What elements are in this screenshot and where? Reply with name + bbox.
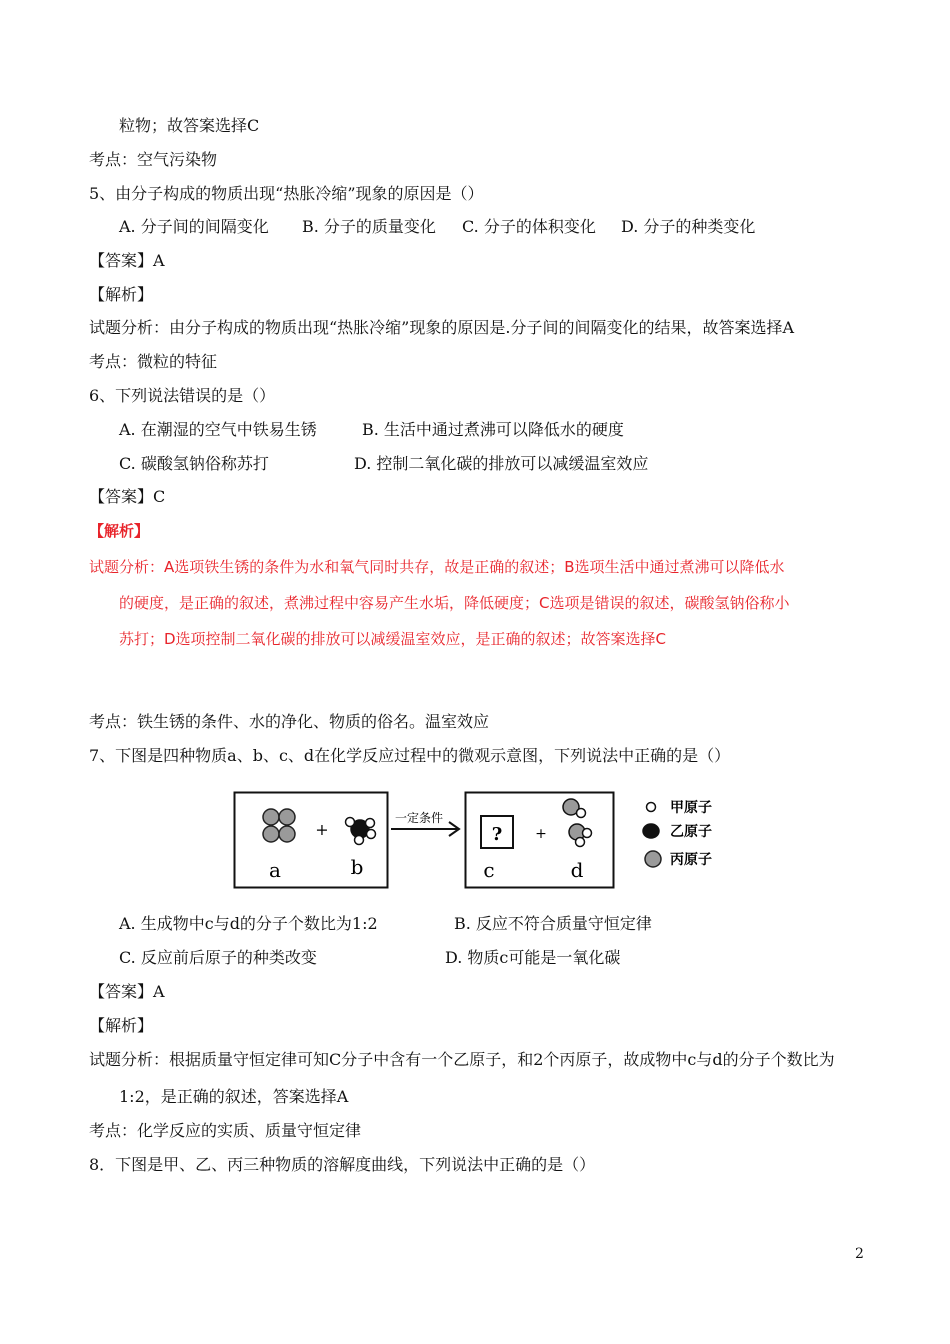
line-2: 考点：空气污染物: [89, 150, 218, 169]
q7-option-d: D. 物质c可能是一氧化碳: [445, 948, 621, 967]
q7-answer: 【答案】A: [89, 982, 165, 1001]
q6-analysis-line-3: 苏打；D选项控制二氧化碳的排放可以减缓温室效应，是正确的叙述；故答案选择C: [119, 630, 667, 648]
label-d: d: [570, 858, 584, 882]
q5-analysis-heading: 【解析】: [89, 285, 154, 304]
q6-option-a: A. 在潮湿的空气中铁易生锈: [119, 420, 317, 439]
q5-option-c: C. 分子的体积变化: [462, 217, 596, 236]
q7-key-point: 考点：化学反应的实质、质量守恒定律: [89, 1121, 362, 1140]
q5-option-b: B. 分子的质量变化: [302, 217, 436, 236]
plus-sign-right: +: [535, 826, 547, 842]
legend-bing-atom-icon: [645, 851, 661, 867]
label-c: c: [483, 858, 495, 882]
legend-yi-atom-icon: [643, 824, 659, 838]
q6-key-point: 考点：铁生锈的条件、水的净化、物质的俗名。温室效应: [89, 712, 490, 731]
molecule-b: [346, 818, 376, 845]
legend-yi-atom-label: 乙原子: [670, 824, 712, 840]
q7-analysis-line-2: 1:2，是正确的叙述，答案选择A: [119, 1087, 349, 1106]
plus-sign-left: +: [315, 820, 329, 839]
q7-option-a: A. 生成物中c与d的分子个数比为1:2: [119, 914, 378, 933]
q7-analysis-heading: 【解析】: [89, 1016, 154, 1035]
q5-key-point: 考点：微粒的特征: [89, 352, 218, 371]
molecule-a: [263, 809, 295, 842]
q6-option-c: C. 碳酸氢钠俗称苏打: [119, 454, 269, 473]
label-a: a: [269, 858, 281, 882]
q6-analysis-line-1: 试题分析：A选项铁生锈的条件为水和氧气同时共存，故是正确的叙述；B选项生活中通过煮沸可以降低水: [89, 558, 785, 576]
q5-analysis-text: 试题分析：由分子构成的物质出现“热胀冷缩”现象的原因是.分子间的间隔变化的结果，故答案选择A: [89, 318, 795, 337]
legend: [643, 799, 712, 868]
q5-option-a: A. 分子间的间隔变化: [119, 217, 269, 236]
molecule-d: [563, 799, 592, 847]
line-1: 粒物；故答案选择C: [119, 116, 260, 135]
q6-analysis-heading: 【解析】: [89, 522, 150, 540]
label-b: b: [350, 855, 364, 879]
q6-answer: 【答案】C: [89, 487, 166, 506]
unknown-mark: ?: [491, 824, 503, 845]
legend-bing-atom-label: 丙原子: [670, 852, 712, 868]
reaction-diagram: [233, 789, 723, 891]
reaction-condition: 一定条件: [394, 811, 444, 825]
reactants-box: [235, 793, 388, 888]
q6-option-b: B. 生活中通过煮沸可以降低水的硬度: [362, 420, 624, 439]
q6-analysis-line-2: 的硬度，是正确的叙述，煮沸过程中容易产生水垢，降低硬度；C选项是错误的叙述，碳酸氢钠俗称小: [119, 594, 790, 612]
q5-answer: 【答案】A: [89, 251, 165, 270]
legend-jia-atom-label: 甲原子: [670, 800, 712, 816]
legend-jia-atom-icon: [647, 803, 656, 812]
q5-option-d: D. 分子的种类变化: [621, 217, 756, 236]
question-7: 7、下图是四种物质a、b、c、d在化学反应过程中的微观示意图，下列说法中正确的是（）: [89, 746, 731, 765]
q7-option-c: C. 反应前后原子的种类改变: [119, 948, 317, 967]
q6-option-d: D. 控制二氧化碳的排放可以减缓温室效应: [354, 454, 649, 473]
question-8: 8．下图是甲、乙、丙三种物质的溶解度曲线，下列说法中正确的是（）: [89, 1155, 596, 1174]
q7-option-b: B. 反应不符合质量守恒定律: [454, 914, 652, 933]
q7-analysis-line-1: 试题分析：根据质量守恒定律可知C分子中含有一个乙原子，和2个丙原子，故成物中c与d的分子个数比为: [89, 1050, 835, 1069]
question-5: 5、由分子构成的物质出现“热胀冷缩”现象的原因是（）: [89, 184, 484, 203]
question-6: 6、下列说法错误的是（）: [89, 386, 276, 405]
page-number: 2: [855, 1246, 864, 1262]
